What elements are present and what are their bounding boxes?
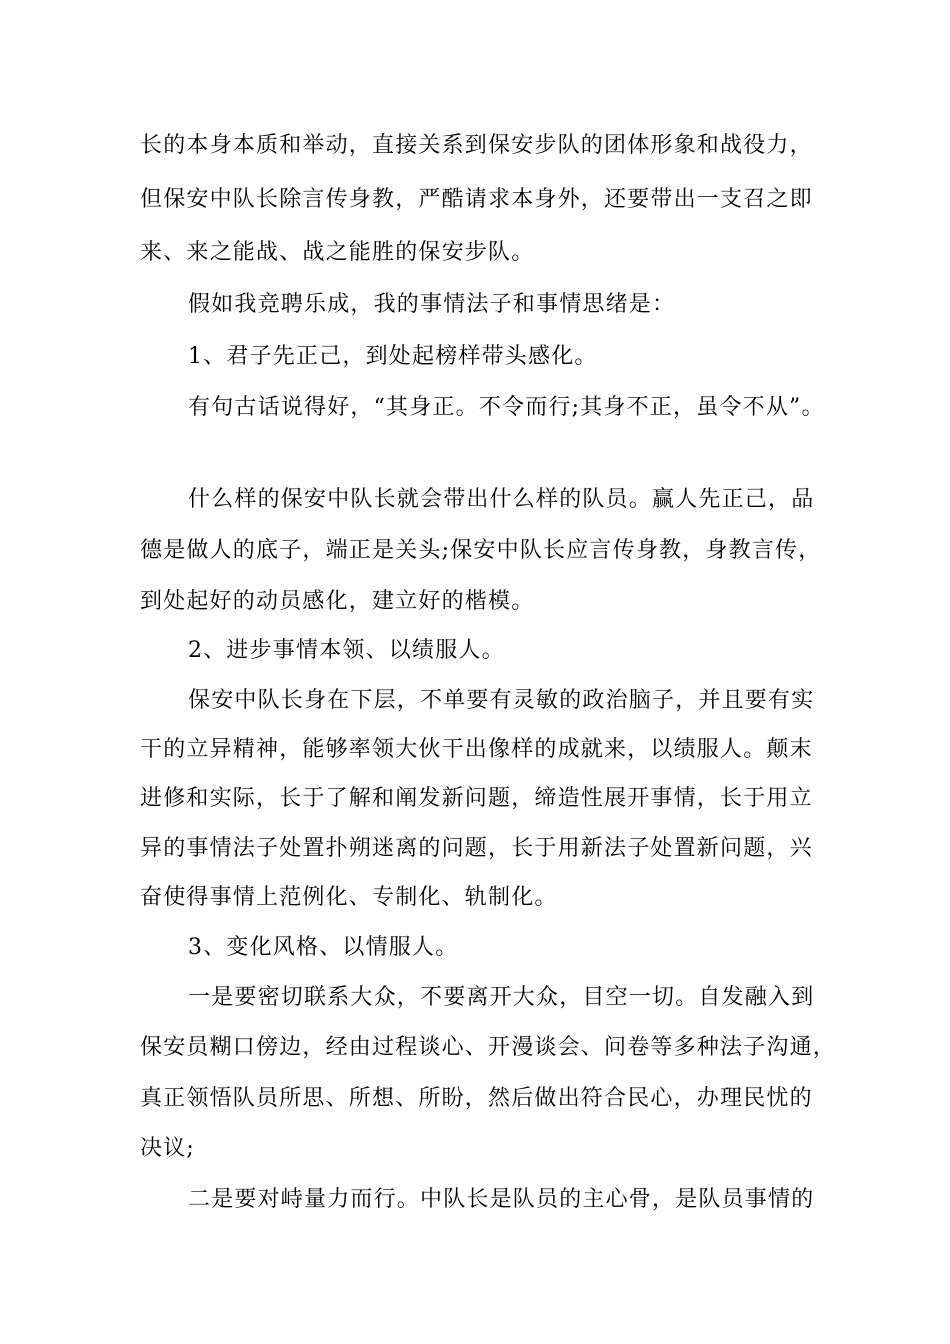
paragraph-line: 二是要对峙量力而行。中队长是队员的主心骨，是队员事情的 <box>188 1187 815 1212</box>
list-item-heading: 1、君子先正己，到处起榜样带头感化。 <box>188 344 598 369</box>
paragraph-line: 假如我竞聘乐成，我的事情法子和事情思绪是： <box>188 292 676 317</box>
paragraph-line: 一是要密切联系大众，不要离开大众，目空一切。自发融入到 <box>188 985 815 1010</box>
paragraph-line: 什么样的保安中队长就会带出什么样的队员。赢人先正己，品 <box>188 487 815 512</box>
paragraph-line: 进修和实际，长于了解和阐发新问题，缔造性展开事情，长于用立 <box>140 786 813 811</box>
list-item-heading: 2、进步事情本领、以绩服人。 <box>188 638 505 663</box>
paragraph-line: 长的本身本质和举动，直接关系到保安步队的团体形象和战役力， <box>140 133 813 158</box>
paragraph-line: 来、来之能战、战之能胜的保安步队。 <box>140 240 535 265</box>
paragraph-line: 保安员糊口傍边，经由过程谈心、开漫谈会、问卷等多种法子沟通， <box>140 1035 837 1060</box>
paragraph-line: 德是做人的底子，端正是关头;保安中队长应言传身教，身教言传， <box>140 538 822 563</box>
paragraph-line: 奋使得事情上范例化、专制化、轨制化。 <box>140 885 558 910</box>
paragraph-line: 真正领悟队员所思、所想、所盼，然后做出符合民心，办理民忧的 <box>140 1086 813 1111</box>
paragraph-line: 但保安中队长除言传身教，严酷请求本身外，还要带出一支召之即 <box>140 187 813 212</box>
paragraph-line: 到处起好的动员感化，建立好的楷模。 <box>140 589 535 614</box>
paragraph-line: 有句古话说得好，“其身正。不令而行;其身不正，虽令不从”。 <box>188 395 825 420</box>
paragraph-line: 保安中队长身在下层，不单要有灵敏的政治脑子，并且要有实 <box>188 688 815 713</box>
paragraph-line: 异的事情法子处置扑朔迷离的问题，长于用新法子处置新问题，兴 <box>140 836 813 861</box>
paragraph-line: 干的立异精神，能够率领大伙干出像样的成就来，以绩服人。颠末 <box>140 737 813 762</box>
list-item-heading: 3、变化风格、以情服人。 <box>188 935 459 960</box>
paragraph-line: 决议; <box>140 1136 196 1161</box>
